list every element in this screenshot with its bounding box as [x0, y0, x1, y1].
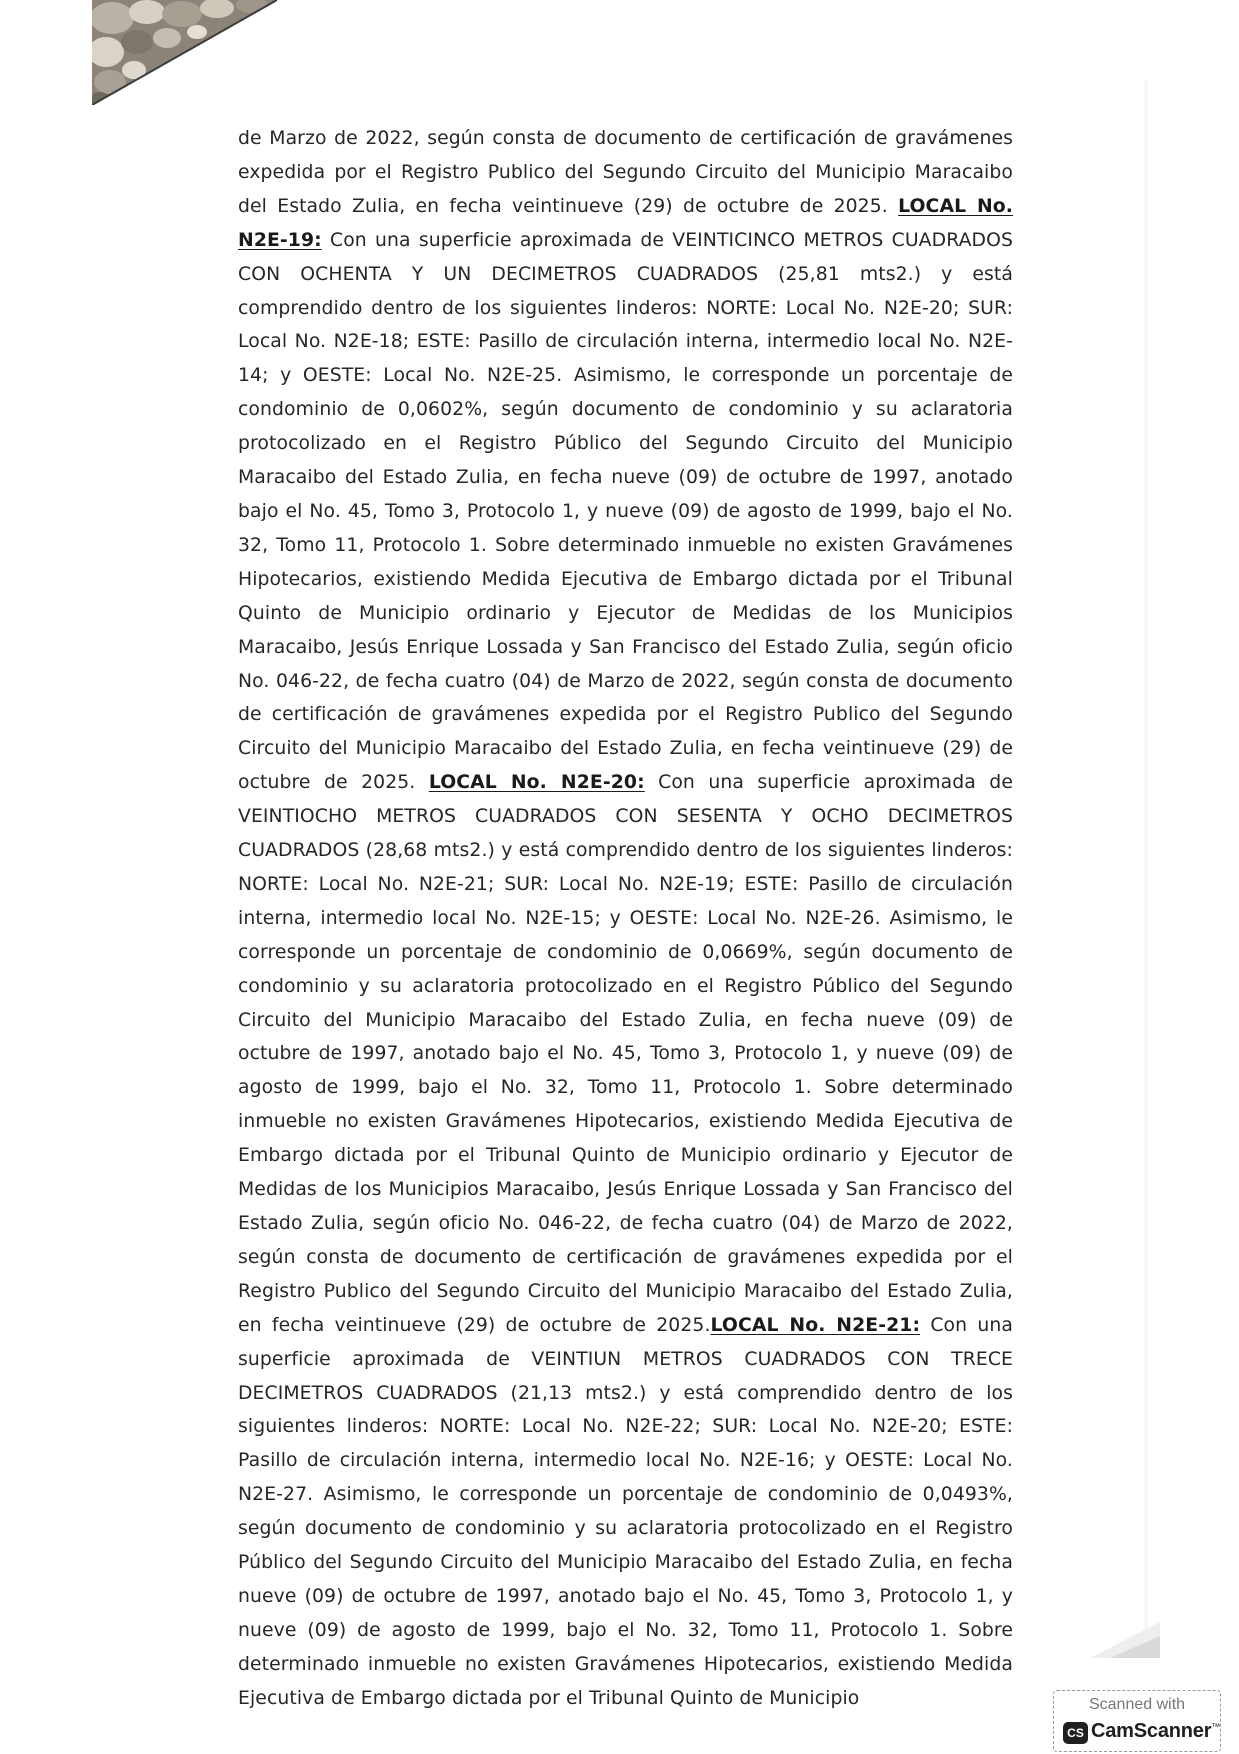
paragraph-segment: Con una superficie aproximada de VEINTICINCO METROS CUADRADOS CON OCHENTA Y UN DECIMETROS CUADRADOS (25,81 mts2.) y está comprendido dentro de los siguientes linderos: NORTE: Local No. N2E-20; SUR: Local No. N2E-18; ESTE: Pasillo de circulación interna, intermedio local No. N2E-14; y OESTE: Local No. N2E-25. Asimismo, le corresponde un porcentaje de condominio de 0,0602%, según documento de condominio y su aclaratoria protocolizado en el Registro Público del Segundo Circuito del Municipio Maracaibo del Estado Zulia, en fecha nueve (09) de octubre de 1997, anotado bajo el No. 45, Tomo 3, Protocolo 1, y nueve (09) de agosto de 1999, bajo el No. 32, Tomo 11, Protocolo 1. Sobre determinado inmueble no existen Gravámenes Hipotecarios, existiendo Medida Ejecutiva de Embargo dictada por el Tribunal Quinto de Municipio ordinario y Ejecutor de Medidas de los Municipios Maracaibo, Jesús Enrique Lossada y San Francisco del Estado Zulia, según oficio No. 046-22, de fecha cuatro (04) de Marzo de 2022, según consta de documento de certificación de gravámenes expedida por el Registro Publico del Segundo Circuito del Municipio Maracaibo del Estado Zulia, en fecha veintinueve (29) de octubre de 2025.: [238, 229, 1013, 794]
stamp-brand-text: CamScanner: [1091, 1720, 1212, 1742]
stone-corner-decoration: [92, 0, 277, 105]
camscanner-stamp: [1053, 1690, 1221, 1752]
local-heading: LOCAL No. N2E-21:: [710, 1314, 921, 1336]
stamp-brand-name: [1091, 1720, 1220, 1743]
local-heading: LOCAL No. N2E-20:: [428, 772, 645, 794]
scan-corner-mark: [1090, 1622, 1160, 1658]
paragraph-segment: Con una superficie aproximada de VEINTIOCHO METROS CUADRADOS CON SESENTA Y OCHO DECIMETROS CUADRADOS (28,68 mts2.) y está comprendido dentro de los siguientes linderos: NORTE: Local No. N2E-21; SUR: Local No. N2E-19; ESTE: Pasillo de circulación interna, intermedio local No. N2E-15; y OESTE: Local No. N2E-26. Asimismo, le corresponde un porcentaje de condominio de 0,0669%, según documento de condominio y su aclaratoria protocolizado en el Registro Público del Segundo Circuito del Municipio Maracaibo del Estado Zulia, en fecha nueve (09) de octubre de 1997, anotado bajo el No. 45, Tomo 3, Protocolo 1, y nueve (09) de agosto de 1999, bajo el No. 32, Tomo 11, Protocolo 1. Sobre determinado inmueble no existen Gravámenes Hipotecarios, existiendo Medida Ejecutiva de Embargo dictada por el Tribunal Quinto de Municipio ordinario y Ejecutor de Medidas de los Municipios Maracaibo, Jesús Enrique Lossada y San Francisco del Estado Zulia, según oficio No. 046-22, de fecha cuatro (04) de Marzo de 2022, según consta de documento de certificación de gravámenes expedida por el Registro Publico del Segundo Circuito del Municipio Maracaibo del Estado Zulia, en fecha veintinueve (29) de octubre de 2025.: [238, 772, 1013, 1336]
stamp-trademark: ™: [1211, 1721, 1221, 1732]
paragraph-segment: Con una superficie aproximada de VEINTIUN METROS CUADRADOS CON TRECE DECIMETROS CUADRADOS (21,13 mts2.) y está comprendido dentro de los siguientes linderos: NORTE: Local No. N2E-22; SUR: Local No. N2E-20; ESTE: Pasillo de circulación interna, intermedio local No. N2E-16; y OESTE: Local No. N2E-27. Asimismo, le corresponde un porcentaje de condominio de 0,0493%, según documento de condominio y su aclaratoria protocolizado en el Registro Público del Segundo Circuito del Municipio Maracaibo del Estado Zulia, en fecha nueve (09) de octubre de 1997, anotado bajo el No. 45, Tomo 3, Protocolo 1, y nueve (09) de agosto de 1999, bajo el No. 32, Tomo 11, Protocolo 1. Sobre determinado inmueble no existen Gravámenes Hipotecarios, existiendo Medida Ejecutiva de Embargo dictada por el Tribunal Quinto de Municipio: [238, 1314, 1014, 1709]
camscanner-logo-icon: CS: [1063, 1722, 1088, 1744]
scan-edge-shadow: [1143, 80, 1149, 1640]
paragraph-segment: de Marzo de 2022, según consta de documento de certificación de gravámenes expedida por el Registro Publico del Segundo Circuito del Municipio Maracaibo del Estado Zulia, en fecha veintinueve (29) de octubre de 2025.: [238, 128, 1013, 217]
stamp-top-text: Scanned with: [1088, 1696, 1186, 1713]
local-heading: LOCAL No. N2E-19:: [238, 195, 1014, 251]
document-body-text: [238, 122, 1013, 1716]
